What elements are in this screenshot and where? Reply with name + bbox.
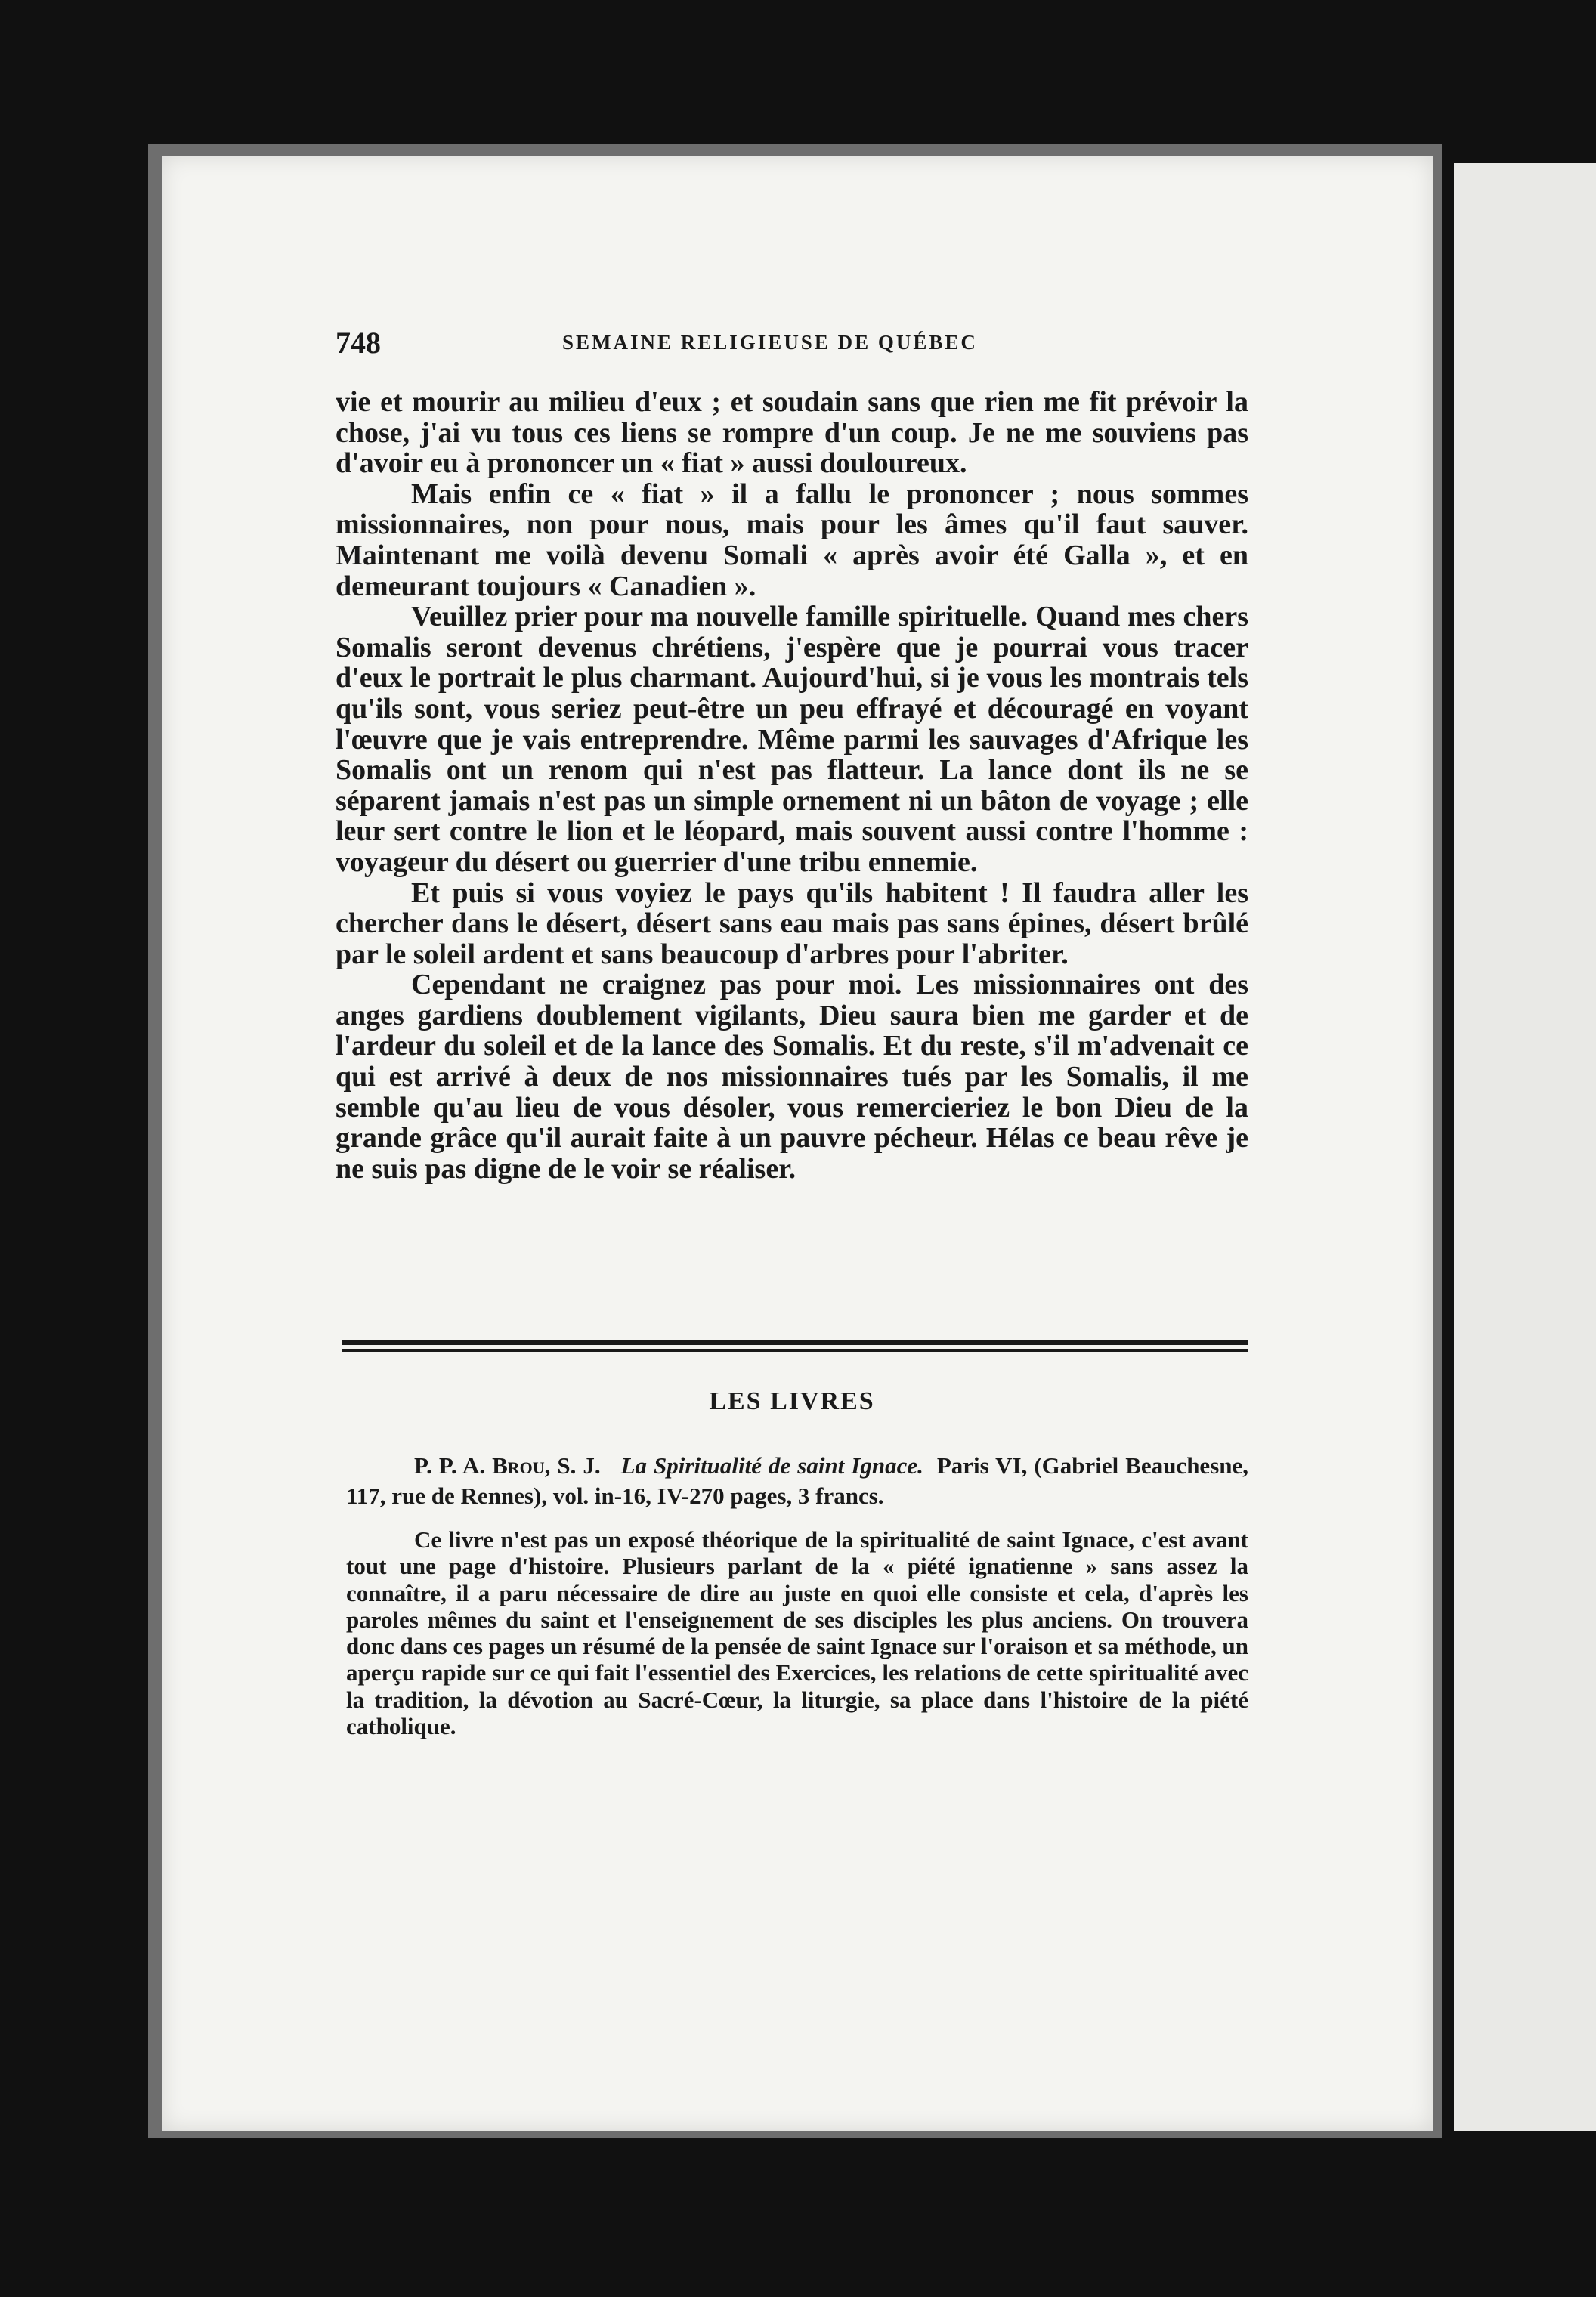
article-paragraph: Mais enfin ce « fiat » il a fallu le prononcer ; nous sommes missionnaires, non pour nous, mais pour les âmes qu'il faut sauver. Maintenant me voilà devenu Somali « après avoir été Galla », et en demeurant toujours « Canadien ». bbox=[336, 478, 1248, 602]
book-details: Paris VI, (Gabriel Beauchesne, 117, rue de Rennes), vol. in-16, IV-270 pages, 3 francs. bbox=[346, 1452, 1249, 1509]
article-paragraph: Cependant ne craignez pas pour moi. Les missionnaires ont des anges gardiens doublement vigilants, Dieu saura bien me garder et de l'ardeur du soleil et de la lance des Somalis. Et du reste, s'il m'advenait ce qui est arrivé à deux de nos missionnaires tués par les Somalis, il me semble qu'au lieu de vous désoler, vous remercieriez le bon Dieu de la grande grâce qu'il aurait faite à un pauvre pécheur. Hélas ce beau rêve je ne suis pas digne de le voir se réaliser. bbox=[336, 969, 1248, 1185]
article-paragraph: vie et mourir au milieu d'eux ; et soudain sans que rien me fit prévoir la chose, j'ai vu tous ces liens se rompre d'un coup. Je ne me souviens pas d'avoir eu à prononcer un « fiat » aussi douloureux. bbox=[336, 386, 1248, 480]
section-divider-thick bbox=[342, 1340, 1248, 1345]
adjacent-page bbox=[1454, 163, 1596, 2131]
article-paragraph: Et puis si vous voyiez le pays qu'ils habitent ! Il faudra aller les chercher dans le désert, désert sans eau mais pas sans épines, désert brûlé par le soleil ardent et sans beaucoup d'arbres pour l'abriter. bbox=[336, 876, 1248, 970]
review-paragraph: Ce livre n'est pas un exposé théorique de la spiritualité de saint Ignace, c'est avant tout une page d'histoire. Plusieurs parlant de la « piété ignatienne » sans assez la connaître, il a paru nécessaire de dire au juste en quoi elle consiste et cela, d'après les paroles mêmes du saint et l'enseignement de ses disciples les plus anciens. On trouvera donc dans ces pages un résumé de la pensée de saint Ignace sur l'oraison et sa méthode, un aperçu rapide sur ce qui fait l'essentiel des Exercices, les relations de cette spiritualité avec la tradition, la dévotion au Sacré-Cœur, la liturgie, sa place dans l'histoire de la piété catholique. bbox=[346, 1526, 1248, 1740]
page-header bbox=[336, 325, 1248, 363]
book-review bbox=[346, 1451, 1248, 1739]
article-body bbox=[336, 387, 1248, 1184]
book-title: La Spiritualité de saint Ignace. bbox=[620, 1452, 923, 1479]
page-number: 748 bbox=[336, 326, 381, 360]
article-paragraph: Veuillez prier pour ma nouvelle famille spirituelle. Quand mes chers Somalis seront devenus chrétiens, j'espère que je pourrai vous tracer d'eux le portrait le plus charmant. Aujourd'hui, si je vous les montrais tels qu'ils sont, vous seriez peut-être un peu effrayé et découragé en voyant l'œuvre que je vais entreprendre. Même parmi les sauvages d'Afrique les Somalis ont un renom qui n'est pas flatteur. La lance dont ils ne se séparent jamais n'est pas un simple ornement ni un bâton de voyage ; elle leur sert contre le lion et le léopard, mais souvent aussi contre l'homme : voyageur du désert ou guerrier d'une tribu ennemie. bbox=[336, 601, 1248, 878]
book-author: P. P. A. Brou, S. J. bbox=[414, 1452, 601, 1479]
section-divider-thin bbox=[342, 1349, 1248, 1352]
running-head: SEMAINE RELIGIEUSE DE QUÉBEC bbox=[562, 331, 978, 354]
section-title: LES LIVRES bbox=[709, 1387, 875, 1415]
book-citation bbox=[346, 1451, 1248, 1511]
